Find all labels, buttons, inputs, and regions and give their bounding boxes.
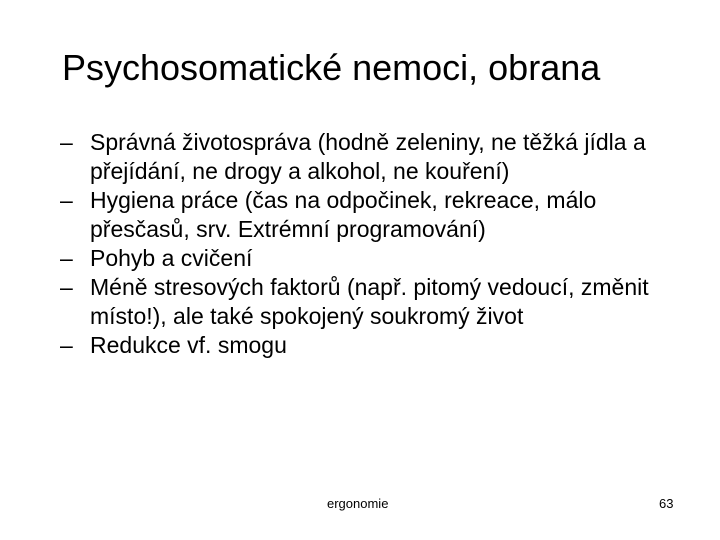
page-number: 63	[659, 496, 674, 511]
bullet-dash: –	[60, 187, 73, 213]
slide-title: Psychosomatické nemoci, obrana	[62, 47, 601, 88]
slide-footer: ergonomie	[327, 496, 389, 511]
bullet-item	[60, 331, 700, 360]
bullet-text: Redukce vf. smogu	[90, 332, 287, 358]
bullet-item	[60, 186, 700, 244]
bullet-dash: –	[60, 129, 73, 155]
bullet-dash: –	[60, 274, 73, 300]
bullet-item	[60, 128, 700, 186]
bullet-text: Pohyb a cvičení	[90, 245, 253, 271]
bullet-text: Méně stresových faktorů (např. pitomý vedoucí, změnit místo!), ale také spokojený soukromý život	[90, 274, 649, 329]
bullet-text: Hygiena práce (čas na odpočinek, rekreace, málo přesčasů, srv. Extrémní programování)	[90, 187, 597, 242]
bullet-text: Správná životospráva (hodně zeleniny, ne těžká jídla a přejídání, ne drogy a alkohol, ne kouření)	[90, 129, 646, 184]
bullet-item	[60, 244, 700, 273]
bullet-dash: –	[60, 332, 73, 358]
bullet-item	[60, 273, 700, 331]
bullet-dash: –	[60, 245, 73, 271]
bullet-list	[60, 128, 700, 360]
